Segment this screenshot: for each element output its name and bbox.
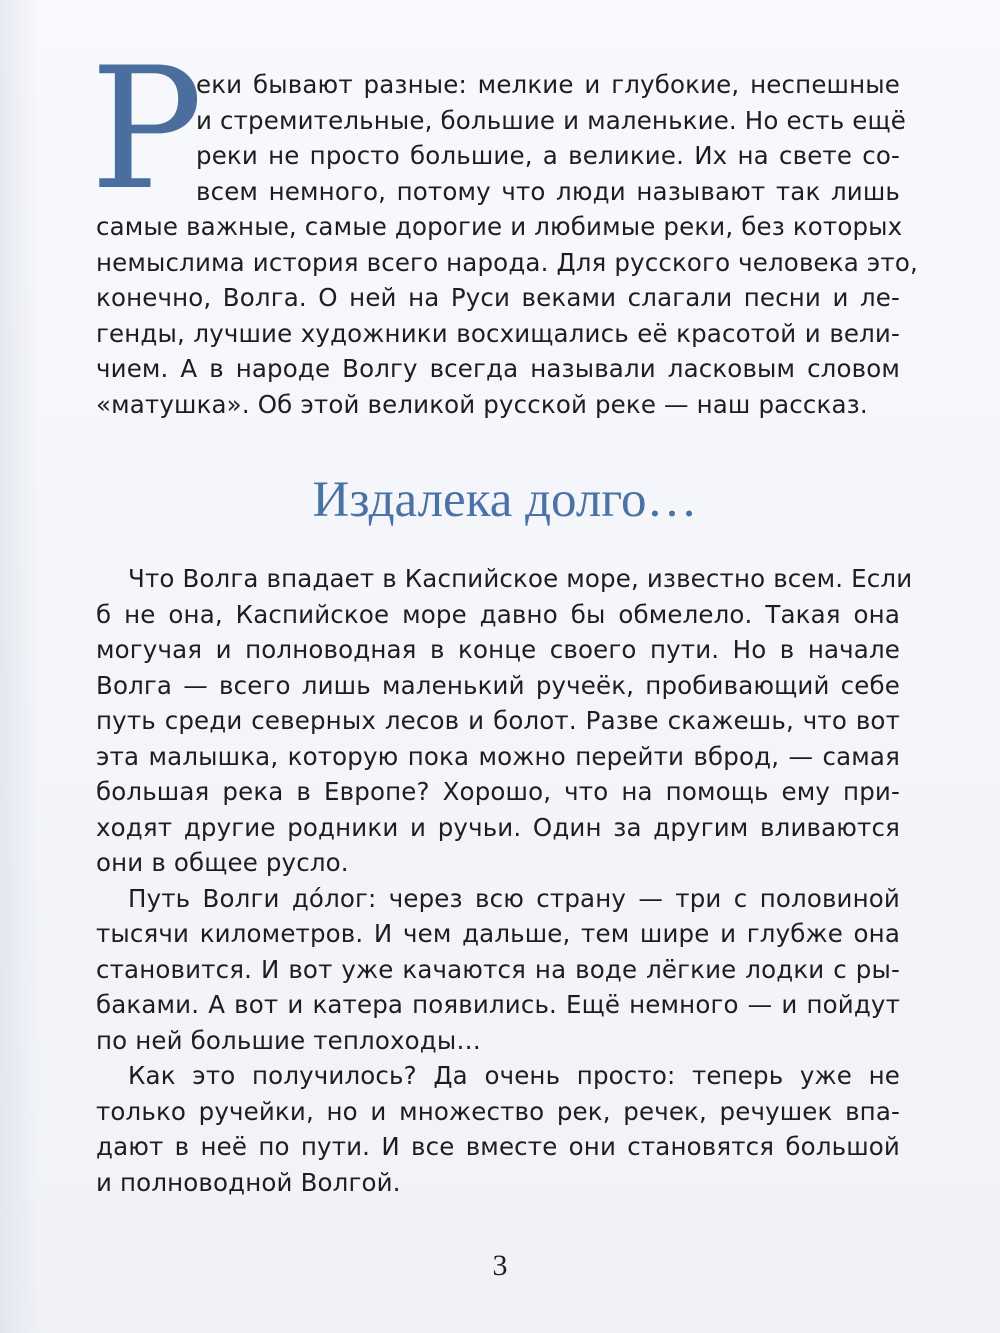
body-line: Путь Волги до́лог: через всю страну — три с половиной xyxy=(128,883,900,913)
body-line: ходят другие родники и ручьи. Один за другим вливаются xyxy=(96,812,900,842)
drop-cap: Р xyxy=(90,31,204,227)
body-line: становится. И вот уже качаются на воде лёгкие лодки с ры- xyxy=(96,954,900,984)
body-line: б не она, Каспийское море давно бы обмелело. Такая она xyxy=(96,599,900,629)
intro-line: реки не просто большие, а великие. Их на свете со- xyxy=(196,141,900,170)
body-line: и полноводной Волгой. xyxy=(96,1167,401,1197)
intro-paragraph xyxy=(96,67,918,422)
body-line: эта малышка, которую пока можно перейти вброд, — самая xyxy=(96,741,900,771)
body-line: путь среди северных лесов и болот. Разве скажешь, что вот xyxy=(96,706,900,735)
intro-line: «матушка». Об этой великой русской реке — наш рассказ. xyxy=(96,389,868,419)
body-line: по ней большие теплоходы… xyxy=(96,1025,482,1055)
body-line: дают в неё по пути. И все вместе они становятся большой xyxy=(96,1132,900,1161)
body-line: только ручейки, но и множество рек, речек, речушек впа- xyxy=(96,1096,900,1126)
intro-line: немыслима история всего народа. Для русского человека это, xyxy=(96,247,918,277)
body-line: они в общее русло. xyxy=(96,848,349,877)
section-title: Издалека долго… xyxy=(312,472,698,528)
intro-line: всем немного, потому что люди называют так лишь xyxy=(196,176,900,206)
body-text xyxy=(96,561,913,1200)
body-line: Что Волга впадает в Каспийское море, известно всем. Если xyxy=(128,564,913,593)
page-number: 3 xyxy=(492,1249,508,1282)
intro-line: самые важные, самые дорогие и любимые реки, без которых xyxy=(96,212,903,241)
body-line: тысячи километров. И чем дальше, тем шире и глубже она xyxy=(96,919,900,948)
intro-line: конечно, Волга. О ней на Руси веками слагали песни и ле- xyxy=(96,283,900,312)
body-line: Как это получилось? Да очень просто: теперь уже не xyxy=(128,1061,900,1090)
intro-line: еки бывают разные: мелкие и глубокие, неспешные xyxy=(196,70,900,99)
page-gutter-shadow xyxy=(0,0,40,1333)
body-line: баками. А вот и катера появились. Ещё немного — и пойдут xyxy=(96,990,900,1019)
intro-line: генды, лучшие художники восхищались её красотой и вели- xyxy=(96,318,900,348)
intro-line: и стремительные, большие и маленькие. Но есть ещё xyxy=(196,105,906,135)
body-line: большая река в Европе? Хорошо, что на помощь ему при- xyxy=(96,777,900,806)
intro-line: чием. А в народе Волгу всегда называли ласковым словом xyxy=(96,354,900,383)
body-line: могучая и полноводная в конце своего пути. Но в начале xyxy=(96,635,900,664)
body-line: Волга — всего лишь маленький ручеёк, пробивающий себе xyxy=(96,670,900,700)
